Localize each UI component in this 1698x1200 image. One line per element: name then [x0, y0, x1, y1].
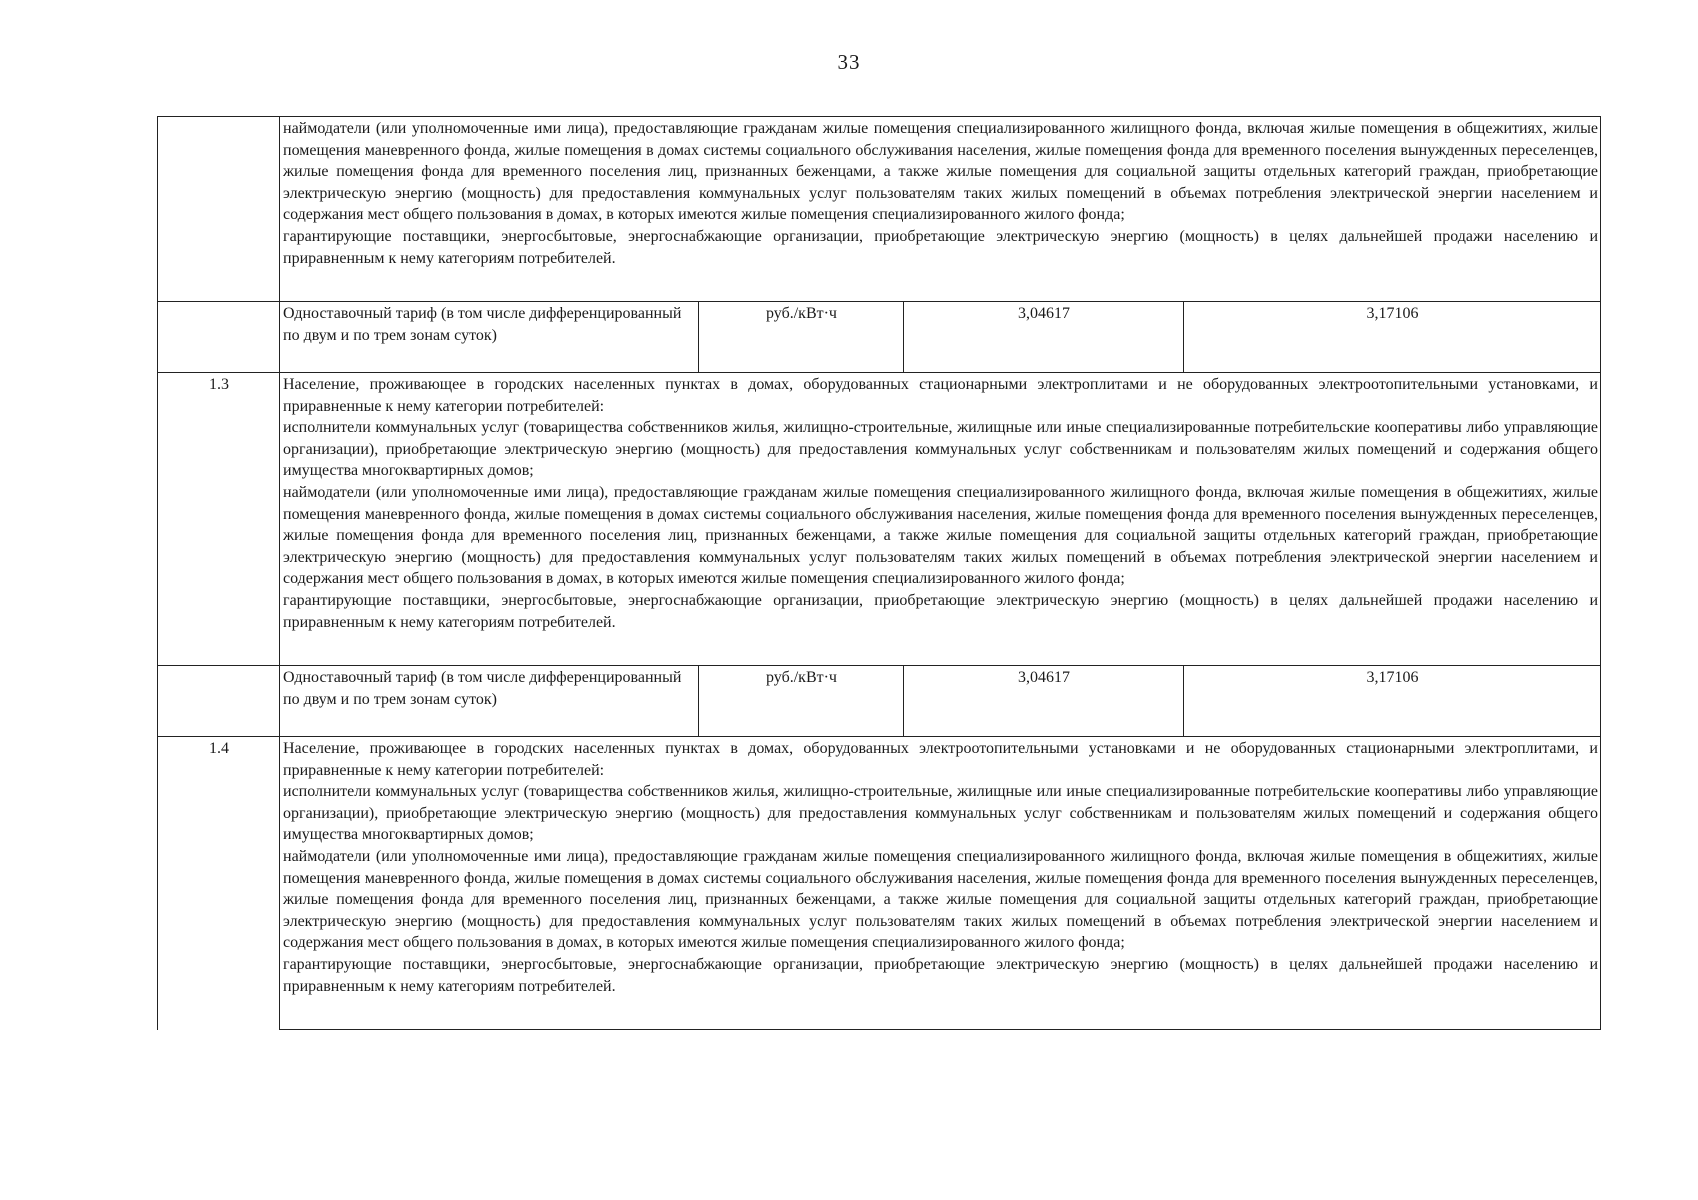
tariff-value-cell-2: 3,17106 [1184, 302, 1601, 373]
tariff-table [157, 116, 1601, 1030]
category-description-cell [280, 117, 1601, 302]
description-paragraph: наймодатели (или уполномоченные ими лица), предоставляющие гражданам жилые помещения специализированного жилищного фонда, включая жилые помещения в общежитиях, жилые помещения маневренного фонда, жилые помещения в домах системы социального обслуживания населения, жилые помещения фонда для временного поселения вынужденных переселенцев, жилые помещения фонда для временного поселения лиц, признанных беженцами, а также жилые помещения для социальной защиты отдельных категорий граждан, приобретающие электрическую энергию (мощность) для предоставления коммунальных услуг пользователям таких жилых помещений в объемах потребления электрической энергии населением и содержания мест общего пользования в домах, в которых имеются жилые помещения специализированного жилого фонда; [283, 847, 1598, 952]
tariff-row [158, 302, 1601, 373]
row-number-cell [158, 666, 280, 737]
category-description-row [158, 737, 1601, 1030]
description-paragraph: наймодатели (или уполномоченные ими лица), предоставляющие гражданам жилые помещения специализированного жилищного фонда, включая жилые помещения в общежитиях, жилые помещения маневренного фонда, жилые помещения в домах системы социального обслуживания населения, жилые помещения фонда для временного поселения вынужденных переселенцев, жилые помещения фонда для временного поселения лиц, признанных беженцами, а также жилые помещения для социальной защиты отдельных категорий граждан, приобретающие электрическую энергию (мощность) для предоставления коммунальных услуг пользователям таких жилых помещений в объемах потребления электрической энергии населением и содержания мест общего пользования в домах, в которых имеются жилые помещения специализированного жилого фонда; [283, 120, 1598, 224]
category-description-row [158, 117, 1601, 302]
category-description-row [158, 373, 1601, 666]
category-description-cell [280, 737, 1601, 1030]
tariff-value-cell-1: 3,04617 [904, 302, 1184, 373]
description-paragraph: гарантирующие поставщики, энергосбытовые, энергоснабжающие организации, приобретающие электрическую энергию (мощность) в целях дальнейшей продажи населению и приравненным к нему категориям потребителей. [283, 955, 1598, 995]
row-number-cell [158, 302, 280, 373]
row-number-cell: 1.4 [158, 737, 280, 1030]
tariff-value-cell-1: 3,04617 [904, 666, 1184, 737]
tariff-name-cell: Одноставочный тариф (в том числе дифференцированный по двум и по трем зонам суток) [280, 302, 699, 373]
description-paragraph: исполнители коммунальных услуг (товарищества собственников жилья, жилищно-строительные, жилищные или иные специализированные потребительские кооперативы либо управляющие организации), приобретающие электрическую энергию (мощность) для предоставления коммунальных услуг собственникам и пользователям жилых помещений и содержания общего имущества многоквартирных домов; [283, 419, 1598, 480]
description-paragraph: гарантирующие поставщики, энергосбытовые, энергоснабжающие организации, приобретающие электрическую энергию (мощность) в целях дальнейшей продажи населению и приравненным к нему категориям потребителей. [283, 227, 1598, 267]
description-paragraph: наймодатели (или уполномоченные ими лица), предоставляющие гражданам жилые помещения специализированного жилищного фонда, включая жилые помещения в общежитиях, жилые помещения маневренного фонда, жилые помещения в домах системы социального обслуживания населения, жилые помещения фонда для временного поселения вынужденных переселенцев, жилые помещения фонда для временного поселения лиц, признанных беженцами, а также жилые помещения для социальной защиты отдельных категорий граждан, приобретающие электрическую энергию (мощность) для предоставления коммунальных услуг пользователям таких жилых помещений в объемах потребления электрической энергии населением и содержания мест общего пользования в домах, в которых имеются жилые помещения специализированного жилого фонда; [283, 483, 1598, 588]
description-paragraph: исполнители коммунальных услуг (товарищества собственников жилья, жилищно-строительные, жилищные или иные специализированные потребительские кооперативы либо управляющие организации), приобретающие электрическую энергию (мощность) для предоставления коммунальных услуг собственникам и пользователям жилых помещений и содержания общего имущества многоквартирных домов; [283, 783, 1598, 844]
category-description-cell [280, 373, 1601, 666]
unit-cell: руб./кВт·ч [699, 666, 904, 737]
tariff-value-cell-2: 3,17106 [1184, 666, 1601, 737]
unit-cell: руб./кВт·ч [699, 302, 904, 373]
tariff-name-cell: Одноставочный тариф (в том числе дифференцированный по двум и по трем зонам суток) [280, 666, 699, 737]
description-paragraph: Население, проживающее в городских населенных пунктах в домах, оборудованных электроотопительными установками и не оборудованных стационарными электроплитами, и приравненные к нему категории потребителей: [283, 740, 1598, 779]
tariff-row [158, 666, 1601, 737]
description-paragraph: Население, проживающее в городских населенных пунктах в домах, оборудованных стационарными электроплитами и не оборудованных электроотопительными установками, и приравненные к нему категории потребителей: [283, 376, 1598, 415]
row-number-cell: 1.3 [158, 373, 280, 666]
description-paragraph: гарантирующие поставщики, энергосбытовые, энергоснабжающие организации, приобретающие электрическую энергию (мощность) в целях дальнейшей продажи населению и приравненным к нему категориям потребителей. [283, 591, 1598, 631]
row-number-cell [158, 117, 280, 302]
page-number: 33 [837, 50, 861, 74]
